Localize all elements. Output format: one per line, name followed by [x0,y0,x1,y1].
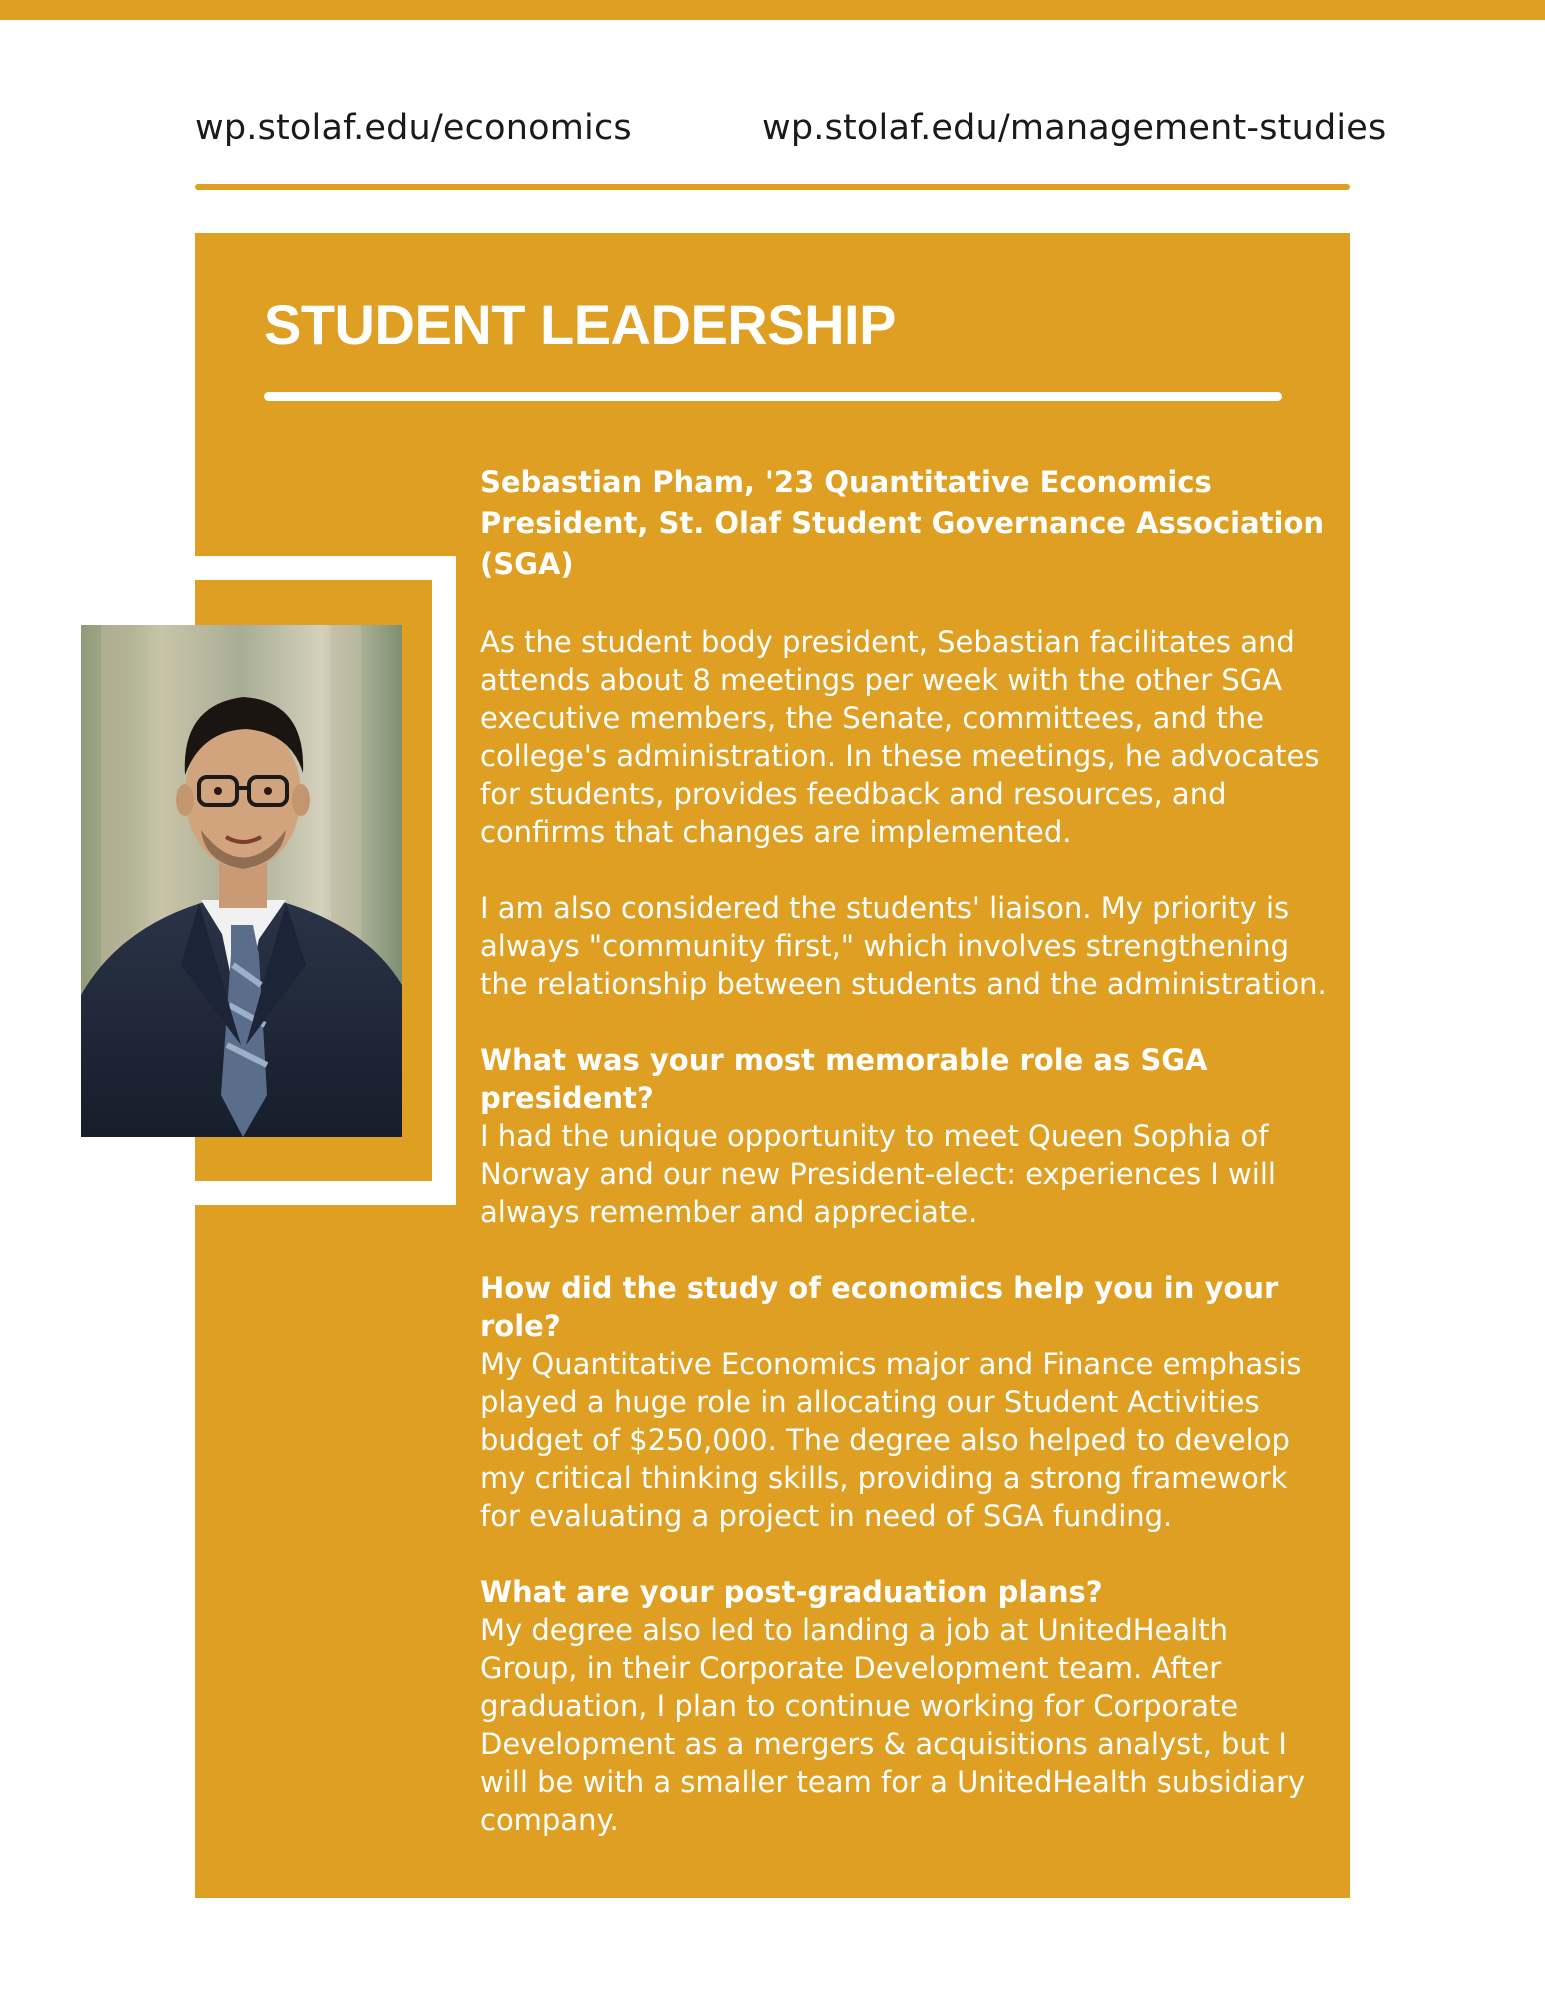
paragraph-1: As the student body president, Sebastian facilitates and attends about 8 meetings per week with the other SGA executive members, the Senate, committees, and the college's administration. In these meetings, he advocates for students, provides feedback and resources, and confirms that changes are implemented. [480,625,1320,849]
portrait-illustration [81,625,402,1137]
question-2: How did the study of economics help you in your role? [480,1271,1279,1343]
answer-3: My degree also led to landing a job at UnitedHealth Group, in their Corporate Development team. After graduation, I plan to continue working for Corporate Development as a mergers & acquisitions analyst, but I will be with a smaller team for a UnitedHealth subsidiary company. [480,1613,1306,1837]
section-title: STUDENT LEADERSHIP [264,293,896,356]
question-1: What was your most memorable role as SGA president? [480,1043,1208,1115]
portrait-photo [81,625,402,1137]
title-divider [264,392,1282,401]
question-3: What are your post-graduation plans? [480,1575,1103,1609]
profile-name: Sebastian Pham, '23 Quantitative Economics [480,465,1212,499]
top-accent-bar [0,0,1545,20]
header-divider [195,184,1350,190]
profile-text [480,462,1330,1839]
paragraph-2: I am also considered the students' liaison. My priority is always "community first," which involves strengthening the relationship between students and the administration. [480,891,1327,1001]
profile-role: President, St. Olaf Student Governance Association (SGA) [480,506,1325,581]
answer-1: I had the unique opportunity to meet Queen Sophia of Norway and our new President-elect: experiences I will always remember and appreciate. [480,1119,1276,1229]
management-studies-url[interactable]: wp.stolaf.edu/management-studies [762,108,1387,148]
economics-url[interactable]: wp.stolaf.edu/economics [195,108,632,148]
answer-2: My Quantitative Economics major and Finance emphasis played a huge role in allocating our Student Activities budget of $250,000. The degree also helped to develop my critical thinking skills, providing a strong framework for evaluating a project in need of SGA funding. [480,1347,1302,1533]
